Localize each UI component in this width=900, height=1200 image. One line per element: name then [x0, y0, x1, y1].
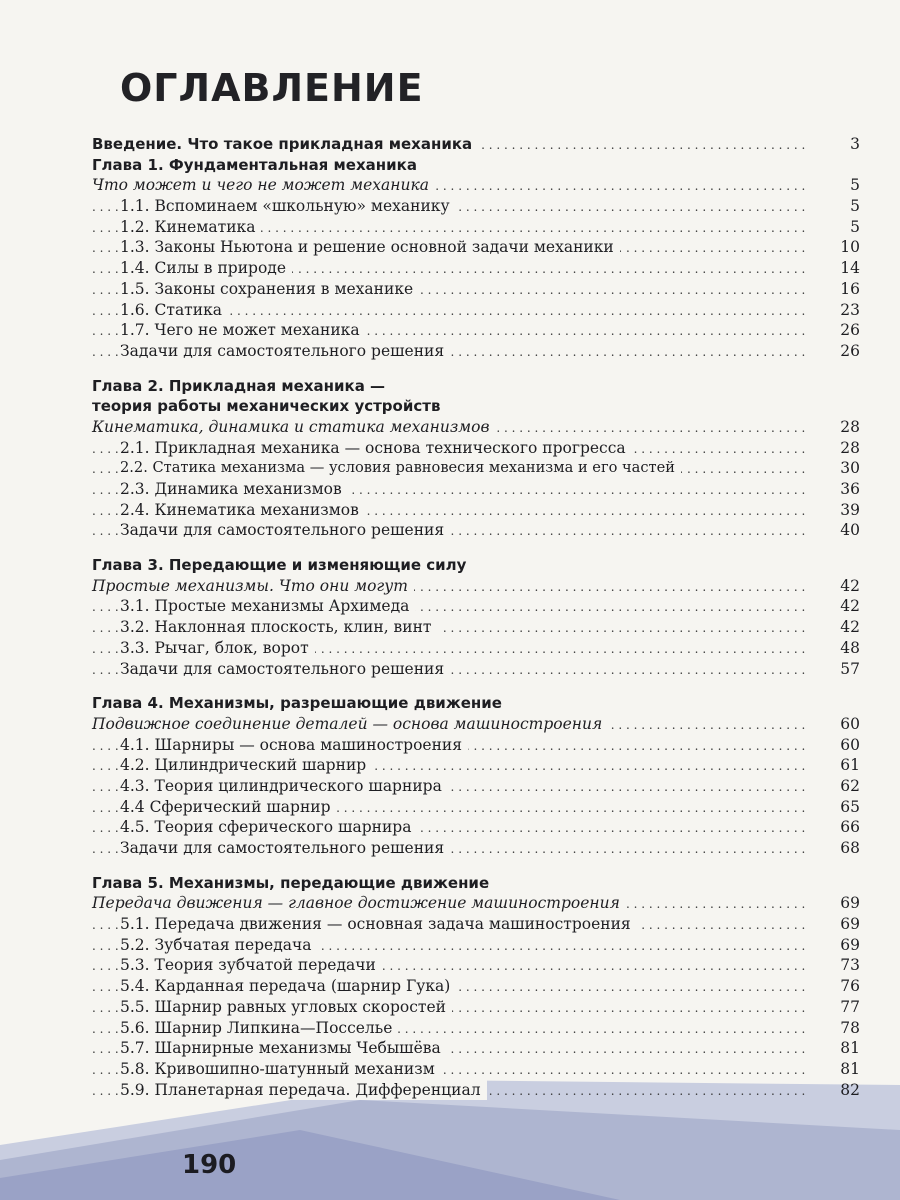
entry-title: 4.1. Шарниры — основа машиностроения — [120, 735, 468, 756]
entry-page: 69 — [840, 915, 860, 934]
entry-title: 5.8. Кривошипно-шатунный механизм — [120, 1059, 441, 1080]
entry-page: 42 — [840, 618, 860, 637]
entry-title: 1.2. Кинематика — [120, 217, 261, 238]
entry-page: 60 — [840, 735, 860, 754]
entry-page: 5 — [850, 176, 860, 195]
toc-entry[interactable] — [92, 217, 860, 238]
entry-title: 5.3. Теория зубчатой передачи — [120, 955, 382, 976]
entry-title: 5.6. Шарнир Липкина—Посселье — [120, 1018, 398, 1039]
entry-title: 4.3. Теория цилиндрического шарнира — [120, 776, 448, 797]
spacer — [92, 362, 860, 376]
toc-entry[interactable] — [92, 258, 860, 279]
entry-title: Введение. Что такое прикладная механика — [92, 134, 478, 155]
entry-page: 16 — [840, 279, 860, 298]
toc-entry[interactable] — [92, 976, 860, 997]
toc-entry[interactable] — [92, 797, 860, 818]
toc-entry[interactable] — [92, 1038, 860, 1059]
entry-page: 48 — [840, 638, 860, 657]
toc-entry[interactable] — [92, 617, 860, 638]
toc-entry-intro[interactable] — [92, 134, 860, 155]
entry-page: 62 — [840, 776, 860, 795]
spacer — [92, 679, 860, 693]
entry-page: 57 — [840, 659, 860, 678]
entry-title: 1.7. Чего не может механика — [120, 320, 366, 341]
entry-page: 65 — [840, 797, 860, 816]
chapter-heading-continued: теория работы механических устройств — [92, 397, 441, 416]
entry-title: 1.1. Вспоминаем «школьную» механику — [120, 196, 456, 217]
chapter-heading: Глава 2. Прикладная механика — — [92, 376, 386, 395]
entry-page: 10 — [840, 238, 860, 257]
toc-entry[interactable] — [92, 914, 860, 935]
entry-title: 1.3. Законы Ньютона и решение основной задачи механики — [120, 237, 620, 258]
toc-entry-lead[interactable] — [92, 576, 860, 597]
toc-entry[interactable] — [92, 955, 860, 976]
entry-title: 3.3. Рычаг, блок, ворот — [120, 638, 315, 659]
entry-page: 69 — [840, 894, 860, 913]
toc-entry[interactable] — [92, 438, 860, 459]
entry-page: 28 — [840, 438, 860, 457]
toc-entry[interactable] — [92, 1080, 860, 1101]
page-number: 190 — [182, 1150, 237, 1180]
toc-entry[interactable] — [92, 300, 860, 321]
entry-page: 26 — [840, 321, 860, 340]
entry-page: 81 — [840, 1039, 860, 1058]
entry-page: 81 — [840, 1059, 860, 1078]
entry-title: 5.9. Планетарная передача. Дифференциал — [120, 1080, 487, 1101]
entry-title: 4.4 Сферический шарнир — [120, 797, 337, 818]
toc-entry-exercises[interactable] — [92, 659, 860, 680]
entry-page: 26 — [840, 341, 860, 360]
entry-page: 28 — [840, 417, 860, 436]
spacer — [92, 859, 860, 873]
entry-page: 68 — [840, 839, 860, 857]
toc-entry-exercises[interactable] — [92, 838, 860, 859]
toc-entry[interactable] — [92, 458, 860, 479]
spacer — [92, 541, 860, 555]
toc-entry[interactable] — [92, 817, 860, 838]
entry-title: 4.5. Теория сферического шарнира — [120, 817, 417, 838]
toc-entry-lead[interactable] — [92, 714, 860, 735]
entry-title: Что может и чего не может механика — [92, 175, 435, 196]
toc-entry-lead[interactable] — [92, 417, 860, 438]
entry-title: 1.5. Законы сохранения в механике — [120, 279, 419, 300]
entry-title: Задачи для самостоятельного решения — [120, 838, 450, 859]
entry-page: 30 — [840, 459, 860, 478]
entry-title: 5.5. Шарнир равных угловых скоростей — [120, 997, 452, 1018]
chapter-heading: Глава 3. Передающие и изменяющие силу — [92, 556, 467, 575]
page-title: ОГЛАВЛЕНИЕ — [120, 66, 424, 110]
entry-title: Подвижное соединение деталей — основа машиностроения — [92, 714, 608, 735]
toc-entry[interactable] — [92, 1059, 860, 1080]
entry-title: 5.7. Шарнирные механизмы Чебышёва — [120, 1038, 447, 1059]
toc-entry[interactable] — [92, 1018, 860, 1039]
entry-title: Задачи для самостоятельного решения — [120, 341, 450, 362]
entry-page: 78 — [840, 1018, 860, 1037]
entry-title: Кинематика, динамика и статика механизмов — [92, 417, 496, 438]
toc-entry[interactable] — [92, 935, 860, 956]
entry-page: 66 — [840, 818, 860, 837]
toc-entry[interactable] — [92, 776, 860, 797]
entry-title: Задачи для самостоятельного решения — [120, 659, 450, 680]
entry-title: 4.2. Цилиндрический шарнир — [120, 755, 372, 776]
chapter-heading: Глава 4. Механизмы, разрешающие движение — [92, 694, 502, 713]
toc-entry-exercises[interactable] — [92, 520, 860, 541]
toc-entry[interactable] — [92, 997, 860, 1018]
entry-title: 3.1. Простые механизмы Архимеда — [120, 596, 415, 617]
toc-entry[interactable] — [92, 196, 860, 217]
entry-title: 2.3. Динамика механизмов — [120, 479, 348, 500]
entry-title: 1.6. Статика — [120, 300, 228, 321]
entry-title: 5.2. Зубчатая передача — [120, 935, 318, 956]
toc-entry[interactable] — [92, 755, 860, 776]
entry-page: 82 — [840, 1080, 860, 1099]
entry-page: 39 — [840, 500, 860, 519]
toc-entry[interactable] — [92, 735, 860, 756]
toc-entry[interactable] — [92, 596, 860, 617]
entry-page: 5 — [850, 197, 860, 216]
chapter-heading: Глава 1. Фундаментальная механика — [92, 155, 417, 174]
entry-page: 40 — [840, 521, 860, 540]
chapter-heading: Глава 5. Механизмы, передающие движение — [92, 873, 490, 892]
entry-page: 77 — [840, 997, 860, 1016]
toc-entry[interactable] — [92, 320, 860, 341]
toc-entry-lead[interactable] — [92, 175, 860, 196]
entry-page: 61 — [840, 756, 860, 775]
entry-title: 2.2. Статика механизма — условия равновесия механизма и его частей — [120, 458, 681, 479]
entry-title: Передача движения — главное достижение машиностроения — [92, 893, 626, 914]
entry-title: 1.4. Силы в природе — [120, 258, 292, 279]
entry-page: 76 — [840, 977, 860, 996]
toc-entry[interactable] — [92, 279, 860, 300]
entry-page: 69 — [840, 935, 860, 954]
entry-title: 5.4. Карданная передача (шарнир Гука) — [120, 976, 456, 997]
entry-page: 42 — [840, 597, 860, 616]
entry-title: 2.4. Кинематика механизмов — [120, 500, 365, 521]
entry-page: 3 — [850, 135, 860, 153]
entry-title: 2.1. Прикладная механика — основа технического прогресса — [120, 438, 632, 459]
toc-entry-exercises[interactable] — [92, 341, 860, 362]
entry-title: 5.1. Передача движения — основная задача машиностроения — [120, 914, 637, 935]
toc-entry[interactable] — [92, 500, 860, 521]
entry-title: Простые механизмы. Что они могут — [92, 576, 414, 597]
toc-entry-lead[interactable] — [92, 893, 860, 914]
toc-entry[interactable] — [92, 479, 860, 500]
entry-page: 5 — [850, 217, 860, 236]
entry-title: 3.2. Наклонная плоскость, клин, винт — [120, 617, 438, 638]
entry-page: 60 — [840, 714, 860, 733]
toc-entry[interactable] — [92, 237, 860, 258]
entry-page: 73 — [840, 956, 860, 975]
toc-entry[interactable] — [92, 638, 860, 659]
entry-page: 23 — [840, 300, 860, 319]
entry-title: Задачи для самостоятельного решения — [120, 520, 450, 541]
entry-page: 36 — [840, 480, 860, 498]
entry-page: 14 — [840, 259, 860, 278]
entry-page: 42 — [840, 576, 860, 595]
table-of-contents — [92, 134, 860, 1100]
